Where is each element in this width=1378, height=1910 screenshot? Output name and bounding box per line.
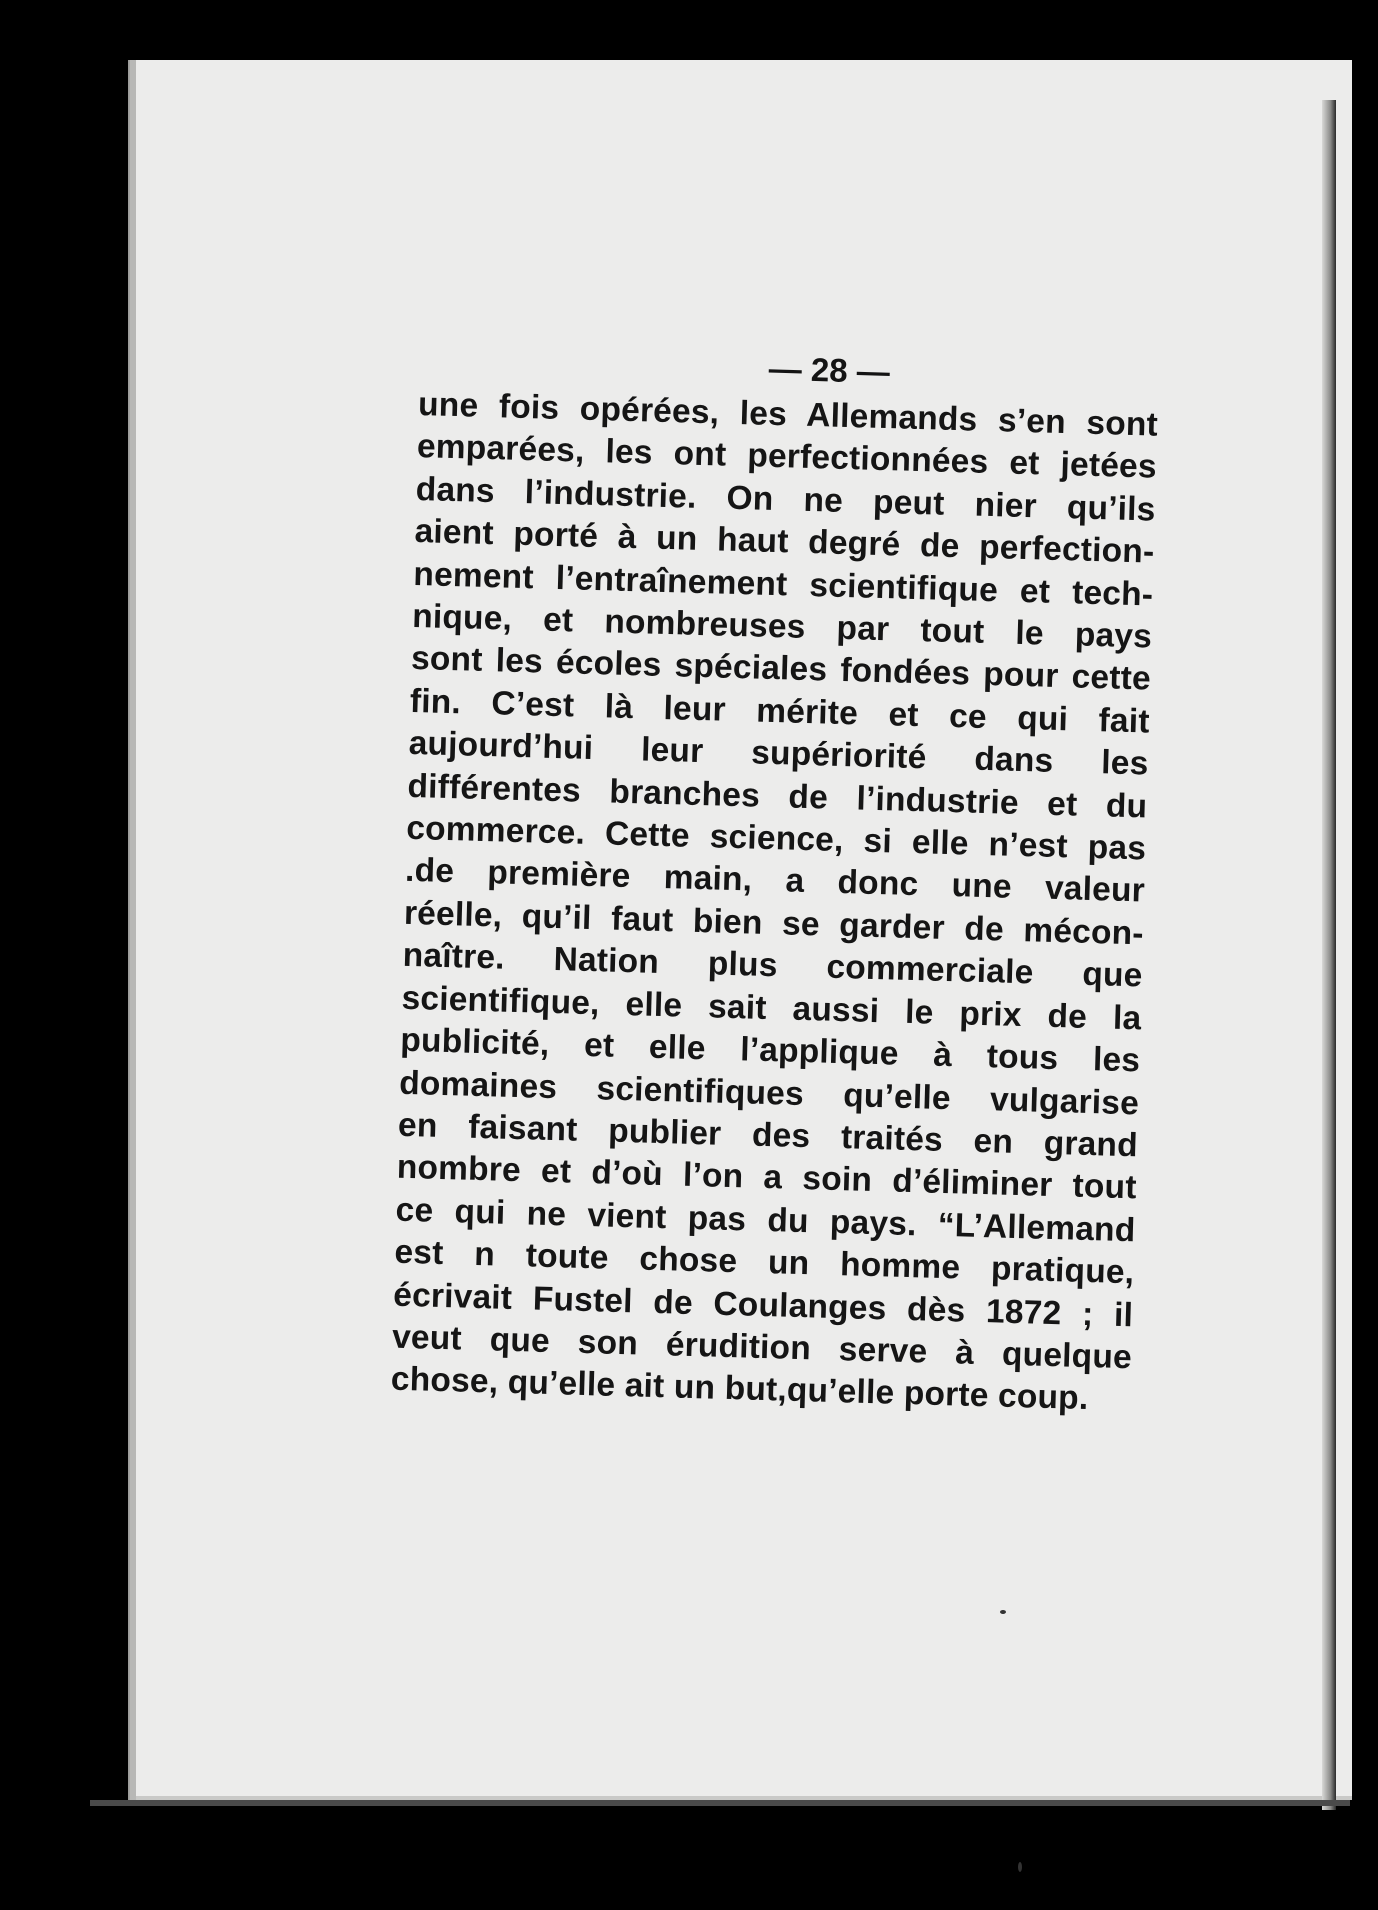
ink-speck — [1018, 1862, 1022, 1872]
text-line: publicité, et elle l’applique à tous les — [399, 1021, 1141, 1080]
page-bottom-edge — [90, 1800, 1350, 1806]
facing-page-edge — [1322, 100, 1336, 1810]
text-line: commerce. Cette science, si elle n’est pas — [405, 809, 1147, 868]
text-line: fin. C’est là leur mérite et ce qui fait — [409, 682, 1151, 741]
text-line: est n toute chose un homme pratique, — [394, 1233, 1135, 1292]
text-line: chose, qu’elle ait un but,qu’elle porte coup. — [390, 1360, 1089, 1418]
text-line: dans l’industrie. On ne peut nier qu’ils — [415, 470, 1157, 529]
text-line: aujourd’hui leur supériorité dans les — [408, 725, 1149, 783]
text-line: emparées, les ont perfectionnées et jetées — [416, 428, 1158, 487]
text-line: une fois opérées, les Allemands s’en sont — [417, 385, 1159, 444]
page-number: — 28 — — [768, 349, 891, 391]
text-line: sont les écoles spéciales fondées pour cette — [410, 640, 1152, 698]
text-line: ce qui ne vient pas du pays. “L’Allemand — [395, 1191, 1136, 1250]
text-line: écrivait Fustel de Coulanges dès 1872 ; il — [392, 1276, 1134, 1334]
text-line: .de première main, a donc une valeur — [404, 852, 1146, 910]
text-line: veut que son érudition serve à quelque — [391, 1318, 1133, 1377]
page-text-block — [390, 340, 1159, 1422]
text-line: domaines scientifiques qu’elle vulgarise — [398, 1064, 1140, 1122]
text-line: nement l’entraînement scientifique et tech- — [412, 555, 1154, 614]
text-line: réelle, qu’il faut bien se garder de mécon- — [403, 894, 1145, 953]
text-line: différentes branches de l’industrie et du — [407, 767, 1148, 826]
text-line: en faisant publier des traités en grand — [397, 1106, 1139, 1165]
text-line: nombre et d’où l’on a soin d’éliminer tout — [396, 1148, 1138, 1207]
text-line: nique, et nombreuses par tout le pays — [411, 597, 1153, 656]
paragraph — [390, 384, 1158, 1422]
text-line: naître. Nation plus commerciale que — [402, 937, 1144, 995]
ink-speck — [1000, 1610, 1006, 1614]
text-line: scientifique, elle sait aussi le prix de la — [401, 979, 1142, 1038]
text-line: aient porté à un haut degré de perfection- — [414, 513, 1155, 571]
